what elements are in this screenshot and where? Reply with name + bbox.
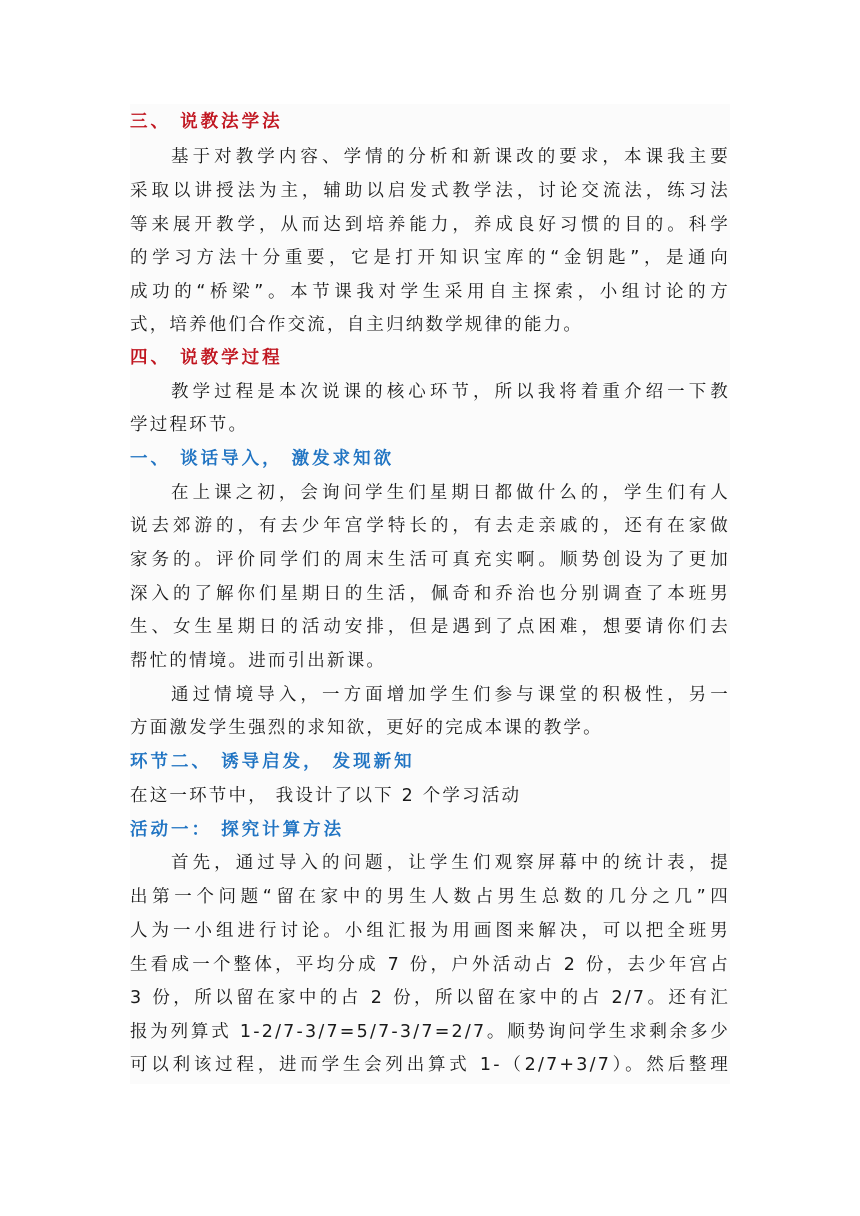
paragraph-line: 通过情境导入，一方面增加学生们参与课堂的积极性，另一 — [171, 685, 730, 705]
paragraph-line: 出第一个问题“留在家中的男生人数占男生总数的几分之几”四 — [130, 887, 730, 907]
paragraph-line: 首先，通过导入的问题，让学生们观察屏幕中的统计表，提 — [171, 853, 730, 873]
paragraph-line: 帮忙的情境。进而引出新课。 — [130, 651, 387, 671]
paragraph-line: 基于对教学内容、学情的分析和新课改的要求，本课我主要 — [171, 147, 730, 167]
paragraph-line: 采取以讲授法为主，辅助以启发式教学法，讨论交流法，练习法 — [130, 181, 730, 201]
step-heading-introduction: 一、 谈话导入， 激发求知欲 — [130, 449, 395, 469]
step-heading-discovery: 环节二、 诱导启发， 发现新知 — [130, 752, 415, 772]
paragraph-line: 深入的了解你们星期日的生活，佩奇和乔治也分别调查了本班男 — [130, 584, 730, 604]
paragraph-line: 方面激发学生强烈的求知欲，更好的完成本课的教学。 — [130, 718, 603, 738]
paragraph-line: 人为一小组进行讨论。小组汇报为用画图来解决，可以把全班男 — [130, 921, 730, 941]
paragraph-line: 在这一环节中， 我设计了以下 2 个学习活动 — [130, 786, 522, 806]
paragraph-line: 家务的。评价同学们的周末生活可真充实啊。顺势创设为了更加 — [130, 550, 730, 570]
paragraph-line: 报为列算式 1-2/7-3/7=5/7-3/7=2/7。顺势询问学生求剩余多少 — [130, 1022, 730, 1042]
paragraph-line: 等来展开教学，从而达到培养能力，养成良好习惯的目的。科学 — [130, 215, 730, 235]
paragraph-line: 教学过程是本次说课的核心环节，所以我将着重介绍一下教 — [171, 382, 730, 402]
activity-heading-calculation: 活动一： 探究计算方法 — [130, 820, 345, 840]
paragraph-line: 在上课之初，会询问学生们星期日都做什么的，学生们有人 — [171, 483, 730, 503]
paragraph-line: 说去郊游的，有去少年宫学特长的，有去走亲戚的，还有在家做 — [130, 516, 730, 536]
paragraph-line: 的学习方法十分重要，它是打开知识宝库的“金钥匙”，是通向 — [130, 248, 730, 268]
paragraph-line: 生、女生星期日的活动安排，但是遇到了点困难，想要请你们去 — [130, 617, 730, 637]
paragraph-line: 式，培养他们合作交流，自主归纳数学规律的能力。 — [130, 315, 584, 335]
section-heading-teaching-methods: 三、 说教法学法 — [130, 112, 283, 132]
paragraph-line: 生看成一个整体，平均分成 7 份，户外活动占 2 份，去少年宫占 — [130, 955, 730, 975]
paragraph-line: 可以利该过程，进而学生会列出算式 1-（2/7+3/7）。然后整理 — [130, 1055, 730, 1075]
section-heading-teaching-process: 四、 说教学过程 — [130, 348, 283, 368]
paragraph-line: 3 份，所以留在家中的占 2 份，所以留在家中的占 2/7。还有汇 — [130, 988, 730, 1008]
paragraph-line: 成功的“桥梁”。本节课我对学生采用自主探索，小组讨论的方 — [130, 282, 730, 302]
paragraph-line: 学过程环节。 — [130, 415, 249, 435]
document-page — [130, 104, 730, 1084]
